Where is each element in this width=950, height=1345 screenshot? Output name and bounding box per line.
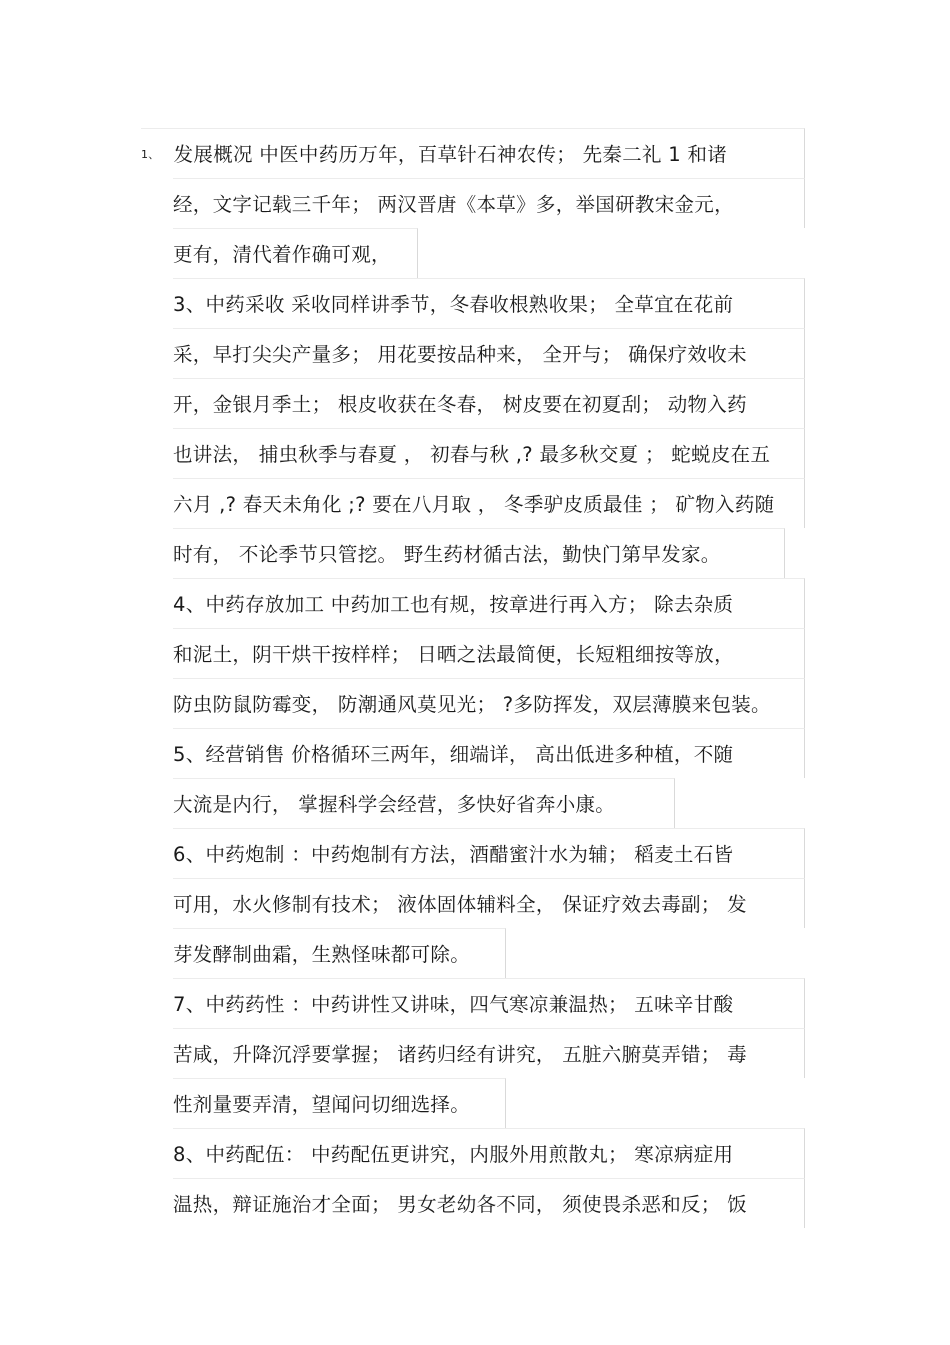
item-number: 1、 — [141, 148, 160, 161]
line-text: 8、中药配伍： 中药配伍更讲究，内服外用煎散丸； 寒凉病症用 — [173, 1143, 734, 1166]
line-text: 7、中药药性 ：中药讲性又讲味，四气寒凉兼温热； 五味辛甘酸 — [173, 993, 734, 1016]
line-text: 大流是内行， 掌握科学会经营，多快好省奔小康。 — [173, 793, 616, 816]
text-line-16 — [173, 878, 805, 928]
line-text: 也讲法， 捕虫秋季与春夏 ， 初春与秋 ,? 最多秋交夏 ； 蛇蜕皮在五 — [173, 443, 771, 466]
line-text: 六月 ,? 春天未角化 ;? 要在八月取 ， 冬季驴皮质最佳 ； 矿物入药随 — [173, 493, 775, 516]
text-line-3 — [173, 228, 418, 278]
line-text: 更有，清代着作确可观， — [173, 243, 391, 266]
line-text: 采，早打尖尖产量多； 用花要按品种来， 全开与； 确保疗效收未 — [173, 343, 747, 366]
line-text: 温热，辩证施治才全面； 男女老幼各不同， 须使畏杀恶和反； 饭 — [173, 1193, 747, 1216]
text-line-1 — [141, 128, 805, 178]
text-line-7 — [173, 428, 805, 478]
line-text: 开，金银月季土； 根皮收获在冬春， 树皮要在初夏刮； 动物入药 — [173, 393, 747, 416]
text-line-6 — [173, 378, 805, 428]
line-text: 3、中药采收 采收同样讲季节，冬春收根熟收果； 全草宜在花前 — [173, 293, 734, 316]
text-line-2 — [173, 178, 805, 228]
text-line-14 — [173, 778, 675, 828]
line-text: 芽发酵制曲霜，生熟怪味都可除。 — [173, 943, 471, 966]
text-line-19 — [173, 1028, 805, 1078]
text-line-21 — [173, 1128, 805, 1178]
text-line-13 — [173, 728, 805, 778]
text-line-20 — [173, 1078, 506, 1128]
text-line-17 — [173, 928, 506, 978]
text-line-11 — [173, 628, 805, 678]
text-line-10 — [173, 578, 805, 628]
line-text: 发展概况 中医中药历万年，百草针石神农传； 先秦二礼 1 和诸 — [173, 143, 728, 166]
line-text: 防虫防鼠防霉变， 防潮通风莫见光； ?多防挥发，双层薄膜来包装。 — [173, 693, 771, 716]
text-line-18 — [173, 978, 805, 1028]
line-text: 性剂量要弄清，望闻问切细选择。 — [173, 1093, 471, 1116]
text-line-15 — [173, 828, 805, 878]
line-text: 5、经营销售 价格循环三两年，细端详， 高出低进多种植，不随 — [173, 743, 734, 766]
text-line-9 — [173, 528, 785, 578]
text-line-12 — [173, 678, 805, 728]
line-text: 和泥土，阴干烘干按样样； 日晒之法最简便，长短粗细按等放， — [173, 643, 734, 666]
line-text: 时有， 不论季节只管挖。 野生药材循古法，勤快门第早发家。 — [173, 543, 721, 566]
text-line-4 — [173, 278, 805, 328]
line-text: 苦咸，升降沉浮要掌握； 诸药归经有讲究， 五脏六腑莫弄错； 毒 — [173, 1043, 747, 1066]
line-text: 经，文字记载三千年； 两汉晋唐《本草》多，举国研教宋金元， — [173, 193, 734, 216]
line-text: 可用，水火修制有技术； 液体固体辅料全， 保证疗效去毒副； 发 — [173, 893, 747, 916]
text-line-22 — [173, 1178, 805, 1228]
line-text: 6、中药炮制 ：中药炮制有方法，酒醋蜜汁水为辅； 稻麦土石皆 — [173, 843, 734, 866]
text-line-5 — [173, 328, 805, 378]
text-line-8 — [173, 478, 805, 528]
line-text: 4、中药存放加工 中药加工也有规，按章进行再入方； 除去杂质 — [173, 593, 734, 616]
